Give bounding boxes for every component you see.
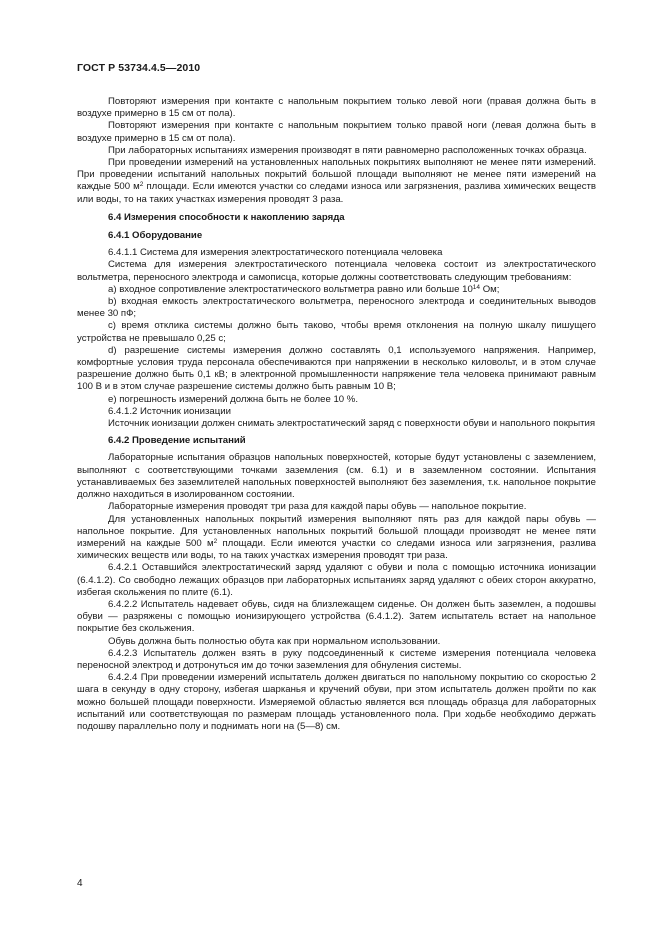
subsection-heading: 6.4.1 Оборудование bbox=[108, 230, 203, 242]
paragraph: Повторяют измерения при контакте с напольным покрытием только правой ноги (левая должна быть в воздухе примерно в 15 см от пола). bbox=[77, 120, 596, 144]
list-item: b) входная емкость электростатического вольтметра, переносного электрода и соединительных выводов менее 30 пФ; bbox=[77, 296, 596, 320]
paragraph: Источник ионизации должен снимать электростатический заряд с поверхности обуви и напольного покрытия bbox=[108, 418, 596, 430]
list-item: e) погрешность измерений должна быть не более 10 %. bbox=[108, 393, 358, 405]
paragraph: Лабораторные испытания образцов напольных поверхностей, которые будут установлены с заземлением, выполняют с соответствующими точками заземления (см. 6.1) и в заземленном состоянии. Испытания устанавливаемых без заземлителей напольных поверхностей выполняют без заземления, т.к. напольное покрытие должно находиться в изолированном состоянии. bbox=[77, 452, 596, 501]
list-item: d) разрешение системы измерения должно составлять 0,1 используемого напряжения. Например, комфортные условия труда персонала обеспечиваются при напряжении в несколько киловольт, и в этом случае разрешение должно быть 0,1 кВ; в электронной промышленности напряжение тела человека принимают равным 100 В и в этом случае разрешение системы должно быть равным 10 В; bbox=[77, 344, 596, 393]
clause-title: 6.4.1.2 Источник ионизации bbox=[108, 405, 231, 417]
document-header: ГОСТ Р 53734.4.5—2010 bbox=[77, 62, 201, 74]
list-item: a) входное сопротивление электростатического вольтметра равно или больше $10^{14}$ Ом; bbox=[108, 283, 500, 295]
paragraph: При проведении измерений на установленных напольных покрытиях выполняют не менее пяти измерений. При проведении испытаний напольных покрытий большой площади выполняют не менее пяти измерений на каждые 500 $м^2$ площади. Если имеются участки со следами износа или загрязнения, разлива химических веществ или воды, то на таких участках измерения проводят 3 раза. bbox=[77, 157, 596, 205]
paragraph: Обувь должна быть полностью обута как при нормальном использовании. bbox=[108, 635, 441, 647]
document-body bbox=[77, 96, 596, 733]
paragraph: Повторяют измерения при контакте с напольным покрытием только левой ноги (правая должна быть в воздухе примерно в 15 см от пола). bbox=[77, 96, 596, 120]
section-heading: 6.4 Измерения способности к накоплению заряда bbox=[108, 211, 345, 223]
paragraph: 6.4.2.3 Испытатель должен взять в руку подсоединенный к системе измерения потенциала человека переносной электрод и дотронуться им до точки заземления для обнуления системы. bbox=[77, 647, 596, 671]
paragraph: Лабораторные измерения проводят три раза для каждой пары обувь — напольное покрытие. bbox=[108, 501, 527, 513]
paragraph: 6.4.2.1 Оставшийся электростатический заряд удаляют с обуви и пола с помощью источника ионизации (6.4.1.2). Со свободно лежащих образцов при лабораторных испытаниях заряд удаляют с обеих сторон аккуратно, избегая скольжения по плите (6.1). bbox=[77, 562, 596, 598]
paragraph: Для установленных напольных покрытий измерения выполняют пять раз для каждой пары обувь — напольное покрытие. Для установленных напольных покрытий большой площади производят не менее пяти измерений на каждые 500 $м^2$ площади. Если имеются участки со следами износа или загрязнения, разлива химических веществ или воды, то на таких участках измерения проводят три раза. bbox=[77, 513, 596, 562]
paragraph: При лабораторных испытаниях измерения производят в пяти равномерно расположенных точках образца. bbox=[108, 144, 587, 156]
paragraph: 6.4.2.4 При проведении измерений испытатель должен двигаться по напольному покрытию со скоростью 2 шага в секунду в одну сторону, избегая шарканья и кручений обуви, при этом испытатель должен пройти по как можно большей площади поверхности. Измеряемой областью является вся площадь образца для лабораторных испытаний или соответствующая по размерам площадь установленного пола. При ходьбе необходимо держать подошву параллельно полу и поднимать ноги на (5—8) см. bbox=[77, 672, 596, 732]
list-item: c) время отклика системы должно быть таково, чтобы время отклонения на полную шкалу пишущего устройства не превышало 0,25 с; bbox=[77, 320, 596, 344]
clause-title: 6.4.1.1 Система для измерения электростатического потенциала человека bbox=[108, 247, 443, 259]
paragraph: Система для измерения электростатического потенциала человека состоит из электростатического вольтметра, переносного электрода и самописца, которые должны соответствовать следующим требованиям: bbox=[77, 259, 596, 283]
page-number: 4 bbox=[77, 878, 83, 889]
paragraph: 6.4.2.2 Испытатель надевает обувь, сидя на близлежащем сиденье. Он должен быть заземлен, а подошвы обуви — разряжены с помощью ионизирующего устройства (6.4.1.2). Затем испытатель встает на напольное покрытие без скольжения. bbox=[77, 598, 596, 635]
subsection-heading: 6.4.2 Проведение испытаний bbox=[108, 435, 246, 447]
